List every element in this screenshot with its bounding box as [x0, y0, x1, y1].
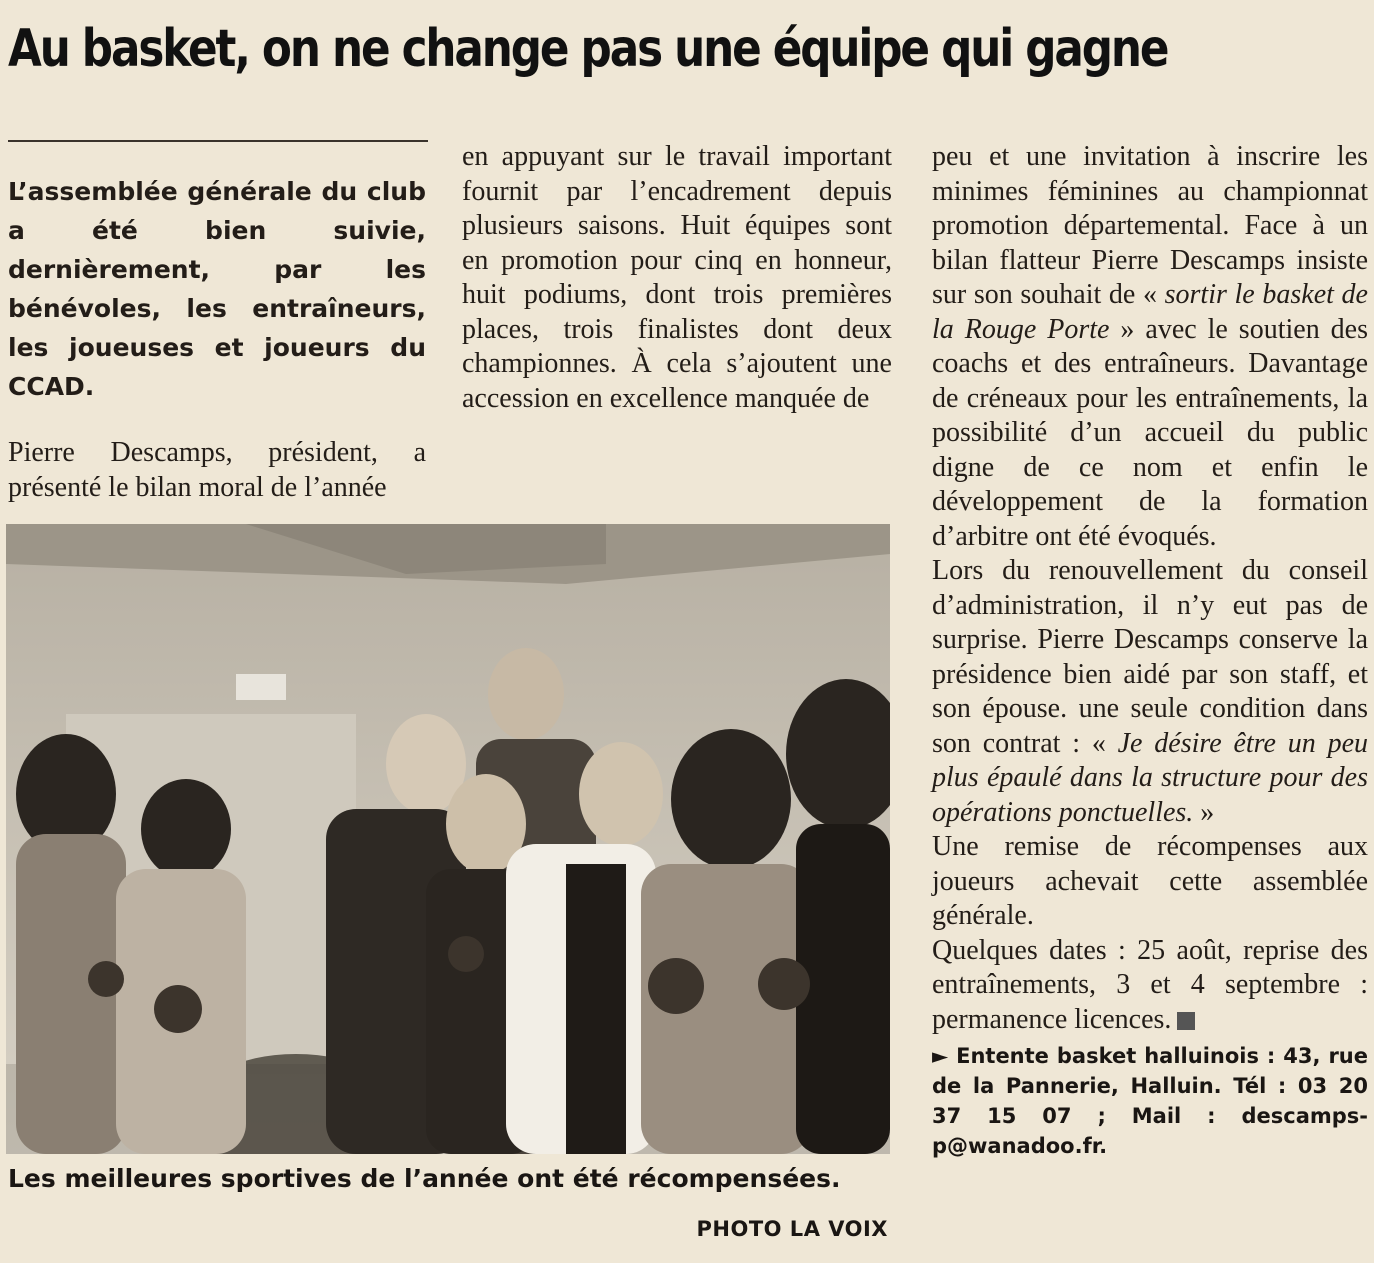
p2-text-start: Lors du renouvellement du conseil d’administration, il n’y eut pas de surprise. Pierre Descamps conserve la présidence bien aidé par son staff, et son épouse. une seule condition dans son contrat : «: [932, 555, 1368, 759]
team-photo: [6, 524, 890, 1154]
dates-text: Quelques dates : 25 août, reprise des entraînements, 3 et 4 septembre : permanence licences.: [932, 934, 1368, 1035]
column-2-body: en appuyant sur le travail important fournit par l’encadrement depuis plusieurs saisons. Huit équipes sont en promotion pour cinq en honneur, huit podiums, dont trois premières places, trois finalistes dont deux championnes. À cela s’ajoutent une accession en excellence manquée de: [462, 141, 892, 414]
column-3-paragraph-2: [932, 554, 1368, 830]
column-3: [932, 140, 1368, 1161]
p1-text-end: » avec le soutien des coachs et des entraîneurs. Davantage de créneaux pour les entraînements, la possibilité d’un accueil du public digne de ce nom et enfin le développement de la formation d’arbitre ont été évoqués.: [932, 313, 1368, 552]
team-photo-illustration: [6, 524, 890, 1154]
photo-caption: Les meilleures sportives de l’année ont été récompensées.: [8, 1164, 841, 1193]
p2-quote: Je désire être un peu plus épaulé dans la structure pour des opérations ponctuelles.: [932, 727, 1368, 828]
p2-text-end: »: [1193, 796, 1215, 828]
end-of-article-mark: [1177, 1012, 1195, 1030]
p1-quote: sortir le basket de la Rouge Porte: [932, 279, 1368, 345]
column-3-paragraph-3: Une remise de récompenses aux joueurs achevait cette assemblée générale.: [932, 831, 1368, 931]
contact-info: ► Entente basket halluinois : 43, rue de la Pannerie, Halluin. Tél : 03 20 37 15 07 ; Mail : descamps-p@wanadoo.fr.: [932, 1044, 1368, 1158]
column-1-body: Pierre Descamps, président, a présenté le bilan moral de l’année: [8, 437, 426, 503]
photo-credit: PHOTO LA VOIX: [696, 1217, 888, 1241]
lead-rule: [8, 140, 428, 142]
article-headline: Au basket, on ne change pas une équipe qui gagne: [8, 19, 1168, 79]
column-2: [462, 140, 892, 416]
article-lead: L’assemblée générale du club a été bien suivie, dernièrement, par les bénévoles, les entraîneurs, les joueuses et joueurs du CCAD.: [8, 177, 426, 401]
column-3-paragraph-4: [932, 934, 1368, 1038]
p1-text-start: peu et une invitation à inscrire les minimes féminines au championnat promotion départemental. Face à un bilan flatteur Pierre Descamps insiste sur son souhait de «: [932, 141, 1368, 310]
column-1: [8, 172, 426, 505]
column-3-paragraph-1: [932, 140, 1368, 554]
